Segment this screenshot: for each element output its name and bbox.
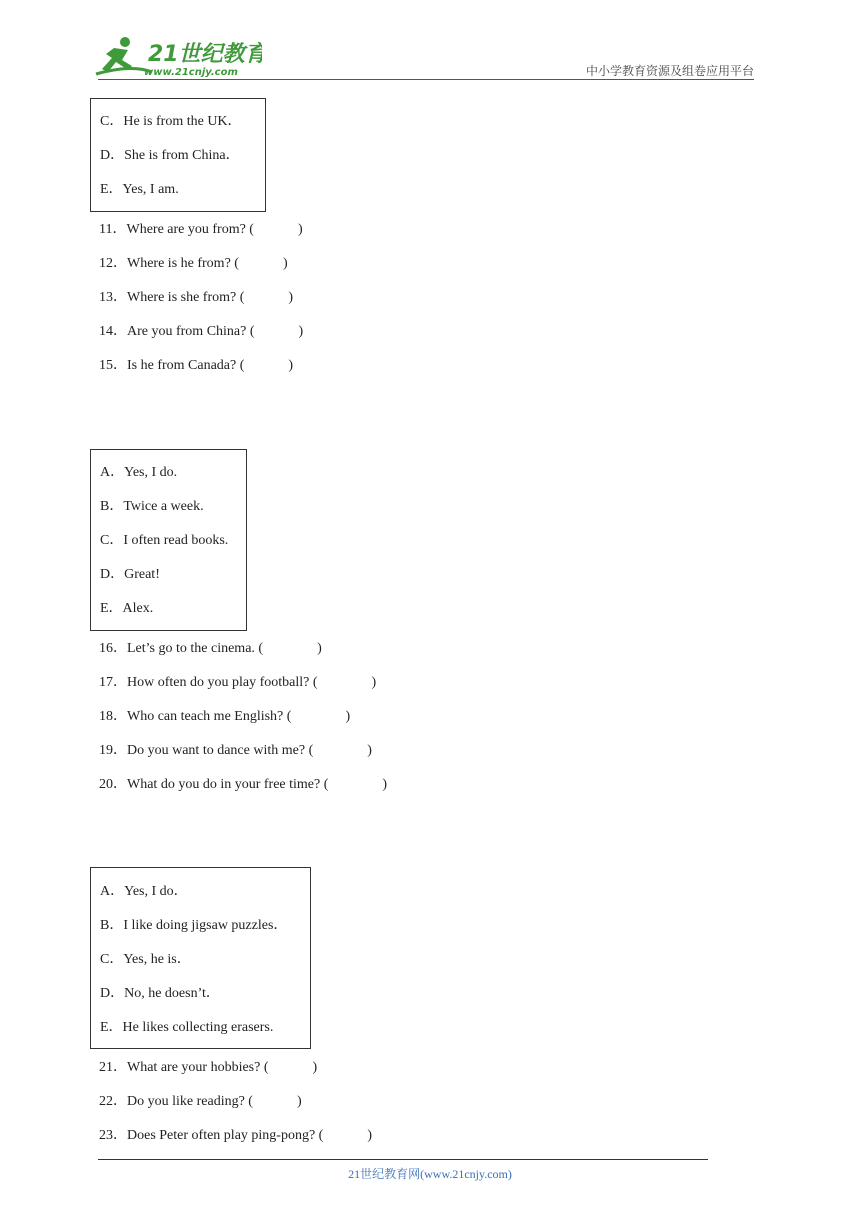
option-item: A．Yes, I do. (100, 465, 178, 480)
option-item: A．Yes, I do． (100, 884, 188, 899)
question-text: Are you from China? ( (127, 324, 255, 339)
platform-title: 中小学教育资源及组卷应用平台 (585, 64, 754, 78)
question-number: 23． (99, 1128, 127, 1143)
option-item: C．Yes, he is． (100, 952, 191, 967)
question-text: Do you want to dance with me? ( (127, 743, 314, 758)
question-text: How often do you play football? ( (127, 675, 318, 690)
footer-text[interactable]: 21世纪教育网(www.21cnjy.com) (348, 1167, 512, 1181)
question-item (99, 1059, 317, 1077)
question-item (99, 776, 387, 794)
logo-url-text: www.21cnjy.com (144, 67, 238, 78)
option-item: B．I like doing jigsaw puzzles． (100, 918, 288, 933)
site-logo (92, 34, 262, 80)
question-item (99, 323, 303, 341)
option-item: B．Twice a week. (100, 499, 204, 514)
question-text: What are your hobbies? ( (127, 1060, 269, 1075)
question-close: ) (345, 709, 351, 724)
question-close: ) (371, 675, 377, 690)
question-item (99, 289, 293, 307)
question-close: ) (298, 324, 304, 339)
question-close: ) (288, 358, 294, 373)
question-number: 14． (99, 324, 127, 339)
question-number: 16． (99, 641, 127, 656)
question-number: 12． (99, 256, 127, 271)
question-item (99, 255, 288, 273)
question-item (99, 708, 350, 726)
option-item: D．Great! (100, 567, 160, 582)
question-text: Where is she from? ( (127, 290, 245, 305)
runner-logo-icon (92, 34, 262, 80)
question-text: Does Peter often play ping-pong? ( (127, 1128, 324, 1143)
question-text: Where are you from? ( (126, 222, 254, 237)
question-number: 13． (99, 290, 127, 305)
question-text: Who can teach me English? ( (127, 709, 292, 724)
question-close: ) (367, 743, 372, 758)
question-item (99, 1127, 372, 1145)
option-item: C．He is from the UK． (100, 114, 242, 129)
footer-divider (98, 1159, 708, 1160)
question-close: ) (296, 1094, 302, 1109)
logo-main-text: 21世纪教育 (148, 42, 262, 67)
question-text: Do you like reading? ( (127, 1094, 253, 1109)
question-number: 18． (99, 709, 127, 724)
question-number: 19． (99, 743, 127, 758)
question-close: ) (297, 222, 303, 237)
question-number: 20． (99, 777, 127, 792)
question-number: 11． (99, 222, 127, 237)
question-text: Let’s go to the cinema. ( (127, 641, 264, 656)
header-divider (98, 79, 754, 80)
question-close: ) (288, 290, 294, 305)
question-number: 21． (99, 1060, 127, 1075)
question-item (99, 640, 322, 658)
question-item (99, 357, 293, 375)
option-item: D．No, he doesn’t． (100, 986, 220, 1001)
question-item (99, 1093, 302, 1111)
option-item: E．He likes collecting erasers. (100, 1020, 274, 1035)
question-text: Is he from Canada? ( (127, 358, 245, 373)
question-close: ) (312, 1060, 318, 1075)
option-item: C．I often read books. (100, 533, 229, 548)
question-number: 22． (99, 1094, 127, 1109)
question-close: ) (367, 1128, 373, 1143)
option-item: E．Alex. (100, 601, 154, 616)
question-item (99, 221, 303, 239)
question-number: 17． (99, 675, 127, 690)
question-item (99, 742, 372, 760)
question-text: Where is he from? ( (127, 256, 239, 271)
question-number: 15． (99, 358, 127, 373)
option-item: D．She is from China． (100, 148, 240, 163)
question-close: ) (382, 777, 388, 792)
question-close: ) (282, 256, 288, 271)
question-text: What do you do in your free time? ( (127, 777, 329, 792)
question-close: ) (317, 641, 322, 656)
question-item (99, 674, 376, 692)
option-item: E．Yes, I am. (100, 182, 179, 197)
